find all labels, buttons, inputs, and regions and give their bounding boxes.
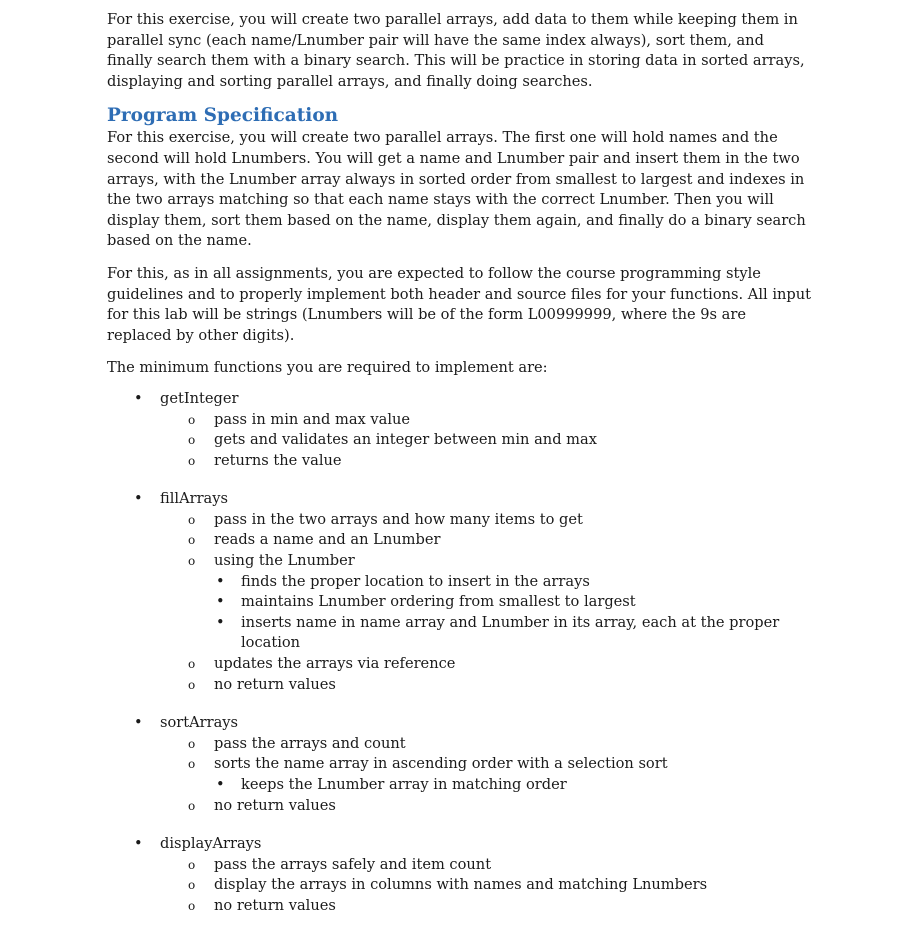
sub-detail-text: keeps the Lnumber array in matching order — [241, 776, 567, 793]
sub-detail-item — [214, 613, 812, 654]
detail-item — [160, 510, 812, 531]
bullet-icon: • — [134, 835, 143, 853]
detail-text: updates the arrays via reference — [214, 655, 456, 673]
circle-bullet-icon: o — [188, 757, 196, 772]
detail-text: using the Lnumber — [214, 552, 355, 570]
function-details — [160, 410, 812, 472]
detail-item — [160, 654, 812, 675]
sub-details — [214, 775, 812, 796]
bullet-icon: • — [216, 572, 225, 590]
function-item — [107, 389, 812, 471]
detail-item — [160, 675, 812, 696]
function-item — [107, 713, 812, 816]
bullet-icon: • — [216, 776, 225, 793]
intro-paragraph: For this exercise, you will create two parallel arrays, add data to them while keeping them in parallel sync (each name/Lnumber pair will have the same index always), sort them, and finally search them with a binary search. This will be practice in storing data in sorted arrays, displaying and sorting parallel arrays, and finally doing searches. — [107, 11, 805, 90]
detail-text: pass in min and max value — [214, 410, 411, 428]
detail-item — [160, 734, 812, 755]
circle-bullet-icon: o — [188, 657, 196, 672]
circle-bullet-icon: o — [188, 857, 196, 872]
detail-item — [160, 451, 812, 472]
document-body — [107, 10, 812, 935]
function-name: fillArrays — [160, 490, 228, 508]
sub-detail-text: finds the proper location to insert in the arrays — [241, 572, 590, 590]
function-item — [107, 489, 812, 695]
circle-bullet-icon: o — [188, 898, 196, 913]
circle-bullet-icon: o — [188, 878, 196, 893]
bullet-icon: • — [216, 613, 225, 631]
circle-bullet-icon: o — [188, 533, 196, 548]
detail-text: reads a name and an Lnumber — [214, 531, 441, 549]
circle-bullet-icon: o — [188, 554, 196, 569]
detail-item — [160, 855, 812, 876]
bullet-icon: • — [216, 593, 225, 611]
detail-text: display the arrays in columns with names and matching Lnumbers — [214, 876, 708, 894]
circle-bullet-icon: o — [188, 433, 196, 448]
detail-text: returns the value — [214, 451, 342, 469]
function-name: sortArrays — [160, 714, 239, 732]
circle-bullet-icon: o — [188, 453, 196, 468]
circle-bullet-icon: o — [188, 798, 196, 813]
sub-details — [214, 572, 812, 654]
detail-text: no return values — [214, 675, 336, 693]
bullet-icon: • — [134, 714, 143, 732]
sub-detail-item — [214, 775, 812, 796]
detail-item — [160, 551, 812, 654]
sub-detail-text: inserts name in name array and Lnumber in its array, each at the proper location — [241, 613, 780, 652]
function-details — [160, 855, 812, 917]
spec-paragraph-1: For this exercise, you will create two parallel arrays. The first one will hold names and the second will hold Lnumbers. You will get a name and Lnumber pair and insert them in the two arrays, with the Lnumber array always in sorted order from smallest to largest and indexes in the two arrays matching so that each name stays with the correct Lnumber. Then you will display them, sort them based on the name, display them again, and finally do a binary search based on the name. — [107, 129, 806, 250]
sub-detail-item — [214, 592, 812, 613]
bullet-icon: • — [134, 389, 143, 407]
sub-detail-text: maintains Lnumber ordering from smallest to largest — [241, 593, 636, 611]
detail-text: sorts the name array in ascending order with a selection sort — [214, 755, 668, 773]
function-details — [160, 510, 812, 695]
circle-bullet-icon: o — [188, 512, 196, 527]
detail-text: gets and validates an integer between min and max — [214, 431, 597, 449]
spec-paragraph-2: For this, as in all assignments, you are expected to follow the course programming style guidelines and to properly implement both header and source files for your functions. All input for this lab will be strings (Lnumbers will be of the form L00999999, where the 9s are replaced by other digits). — [107, 264, 811, 344]
bullet-icon: • — [134, 490, 143, 508]
detail-item — [160, 896, 812, 917]
function-name: displayArrays — [160, 835, 262, 853]
detail-item — [160, 410, 812, 431]
circle-bullet-icon: o — [188, 736, 196, 751]
function-details — [160, 734, 812, 816]
detail-text: pass the arrays and count — [214, 734, 406, 752]
detail-item — [160, 430, 812, 451]
detail-item — [160, 875, 812, 896]
function-list — [107, 389, 812, 917]
detail-text: pass the arrays safely and item count — [214, 855, 492, 873]
detail-item — [160, 530, 812, 551]
detail-text: no return values — [214, 796, 336, 814]
detail-text: pass in the two arrays and how many items to get — [214, 510, 583, 528]
sub-detail-item — [214, 572, 812, 593]
function-item — [107, 834, 812, 916]
detail-text: no return values — [214, 896, 336, 914]
circle-bullet-icon: o — [188, 677, 196, 692]
circle-bullet-icon: o — [188, 412, 196, 427]
function-name: getInteger — [160, 389, 239, 407]
detail-item — [160, 796, 812, 817]
section-heading: Program Specification — [107, 105, 339, 127]
detail-item — [160, 754, 812, 795]
spec-paragraph-3: The minimum functions you are required to implement are: — [107, 359, 548, 377]
